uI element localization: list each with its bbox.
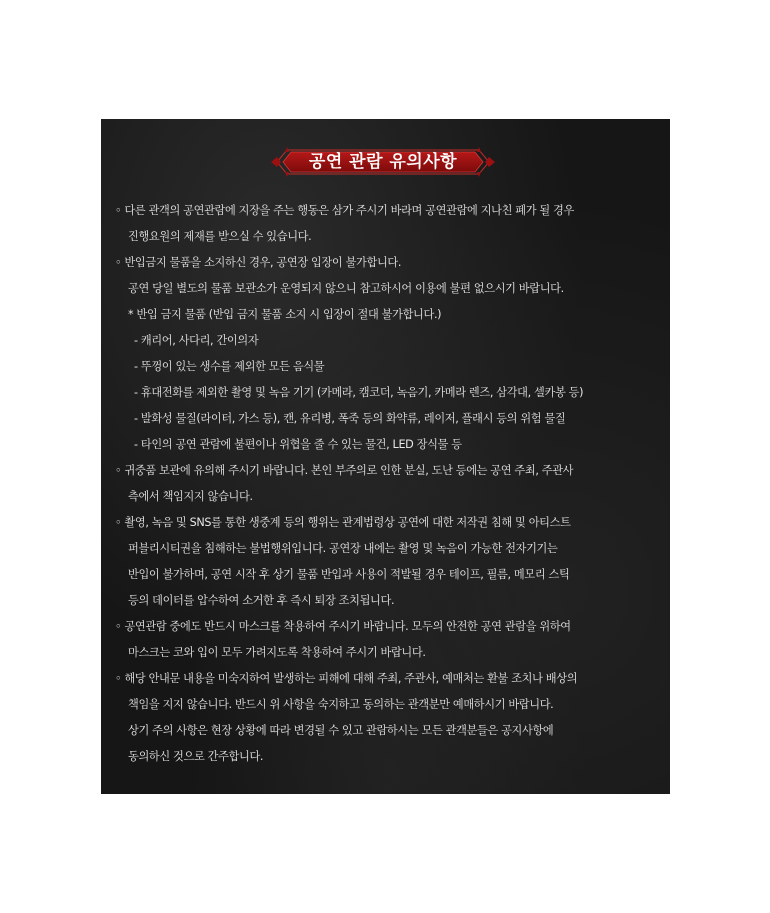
notice-line: 반입이 불가하며, 공연 시작 후 상기 물품 반입과 사용이 적발될 경우 테이프, 필름, 메모리 스틱 bbox=[128, 568, 570, 581]
notice-line: ◦ 촬영, 녹음 및 SNS를 통한 생중계 등의 행위는 관계법령상 공연에 대한 저작권 침해 및 아티스트 bbox=[115, 516, 571, 529]
page-title: 공연 관람 유의사항 bbox=[308, 152, 458, 172]
notice-line: 책임을 지지 않습니다. 반드시 위 사항을 숙지하고 동의하는 관객분만 예매하시기 바랍니다. bbox=[128, 698, 554, 711]
notice-line: 동의하신 것으로 간주합니다. bbox=[128, 750, 264, 763]
prohibited-item: - 뚜껑이 있는 생수를 제외한 모든 음식물 bbox=[134, 360, 325, 373]
notice-line: 퍼블리시티권을 침해하는 불법행위입니다. 공연장 내에는 촬영 및 녹음이 가능한 전자기기는 bbox=[128, 542, 558, 555]
notice-content bbox=[115, 198, 660, 770]
notice-panel bbox=[101, 119, 670, 794]
notice-line: ◦ 반입금지 물품을 소지하신 경우, 공연장 입장이 불가합니다. bbox=[115, 256, 402, 269]
notice-line: ◦ 귀중품 보관에 유의해 주시기 바랍니다. 본인 부주의로 인한 분실, 도난 등에는 공연 주최, 주관사 bbox=[115, 464, 574, 477]
prohibited-item: - 캐리어, 사다리, 간이의자 bbox=[134, 334, 259, 347]
notice-line: ◦ 공연관람 중에도 반드시 마스크를 착용하여 주시기 바랍니다. 모두의 안전한 공연 관람을 위하여 bbox=[115, 620, 571, 633]
notice-line: * 반입 금지 물품 (반입 금지 물품 소지 시 입장이 절대 불가합니다.) bbox=[128, 308, 442, 321]
title-banner bbox=[271, 143, 495, 181]
notice-line: 공연 당일 별도의 물품 보관소가 운영되지 않으니 참고하시어 이용에 불편 없으시기 바랍니다. bbox=[128, 282, 564, 295]
notice-line: 등의 데이터를 압수하여 소거한 후 즉시 퇴장 조치됩니다. bbox=[128, 594, 395, 607]
prohibited-item: - 휴대전화를 제외한 촬영 및 녹음 기기 (카메라, 캠코더, 녹음기, 카메라 렌즈, 삼각대, 셀카봉 등) bbox=[134, 386, 584, 399]
notice-line: 측에서 책임지지 않습니다. bbox=[128, 490, 253, 503]
notice-line: ◦ 해당 안내문 내용을 미숙지하여 발생하는 피해에 대해 주최, 주관사, 예매처는 환불 조치나 배상의 bbox=[115, 672, 578, 685]
notice-line: ◦ 다른 관객의 공연관람에 지장을 주는 행동은 삼가 주시기 바라며 공연관람에 지나친 폐가 될 경우 bbox=[115, 204, 574, 217]
notice-line: 진행요원의 제재를 받으실 수 있습니다. bbox=[128, 230, 312, 243]
prohibited-item: - 타인의 공연 관람에 불편이나 위협을 줄 수 있는 물건, LED 장식물 등 bbox=[134, 438, 462, 451]
notice-line: 상기 주의 사항은 현장 상황에 따라 변경될 수 있고 관람하시는 모든 관객분들은 공지사항에 bbox=[128, 724, 554, 737]
prohibited-item: - 발화성 물질(라이터, 가스 등), 캔, 유리병, 폭죽 등의 화약류, 레이저, 플래시 등의 위험 물질 bbox=[134, 412, 566, 425]
notice-line: 마스크는 코와 입이 모두 가려지도록 착용하여 주시기 바랍니다. bbox=[128, 646, 426, 659]
